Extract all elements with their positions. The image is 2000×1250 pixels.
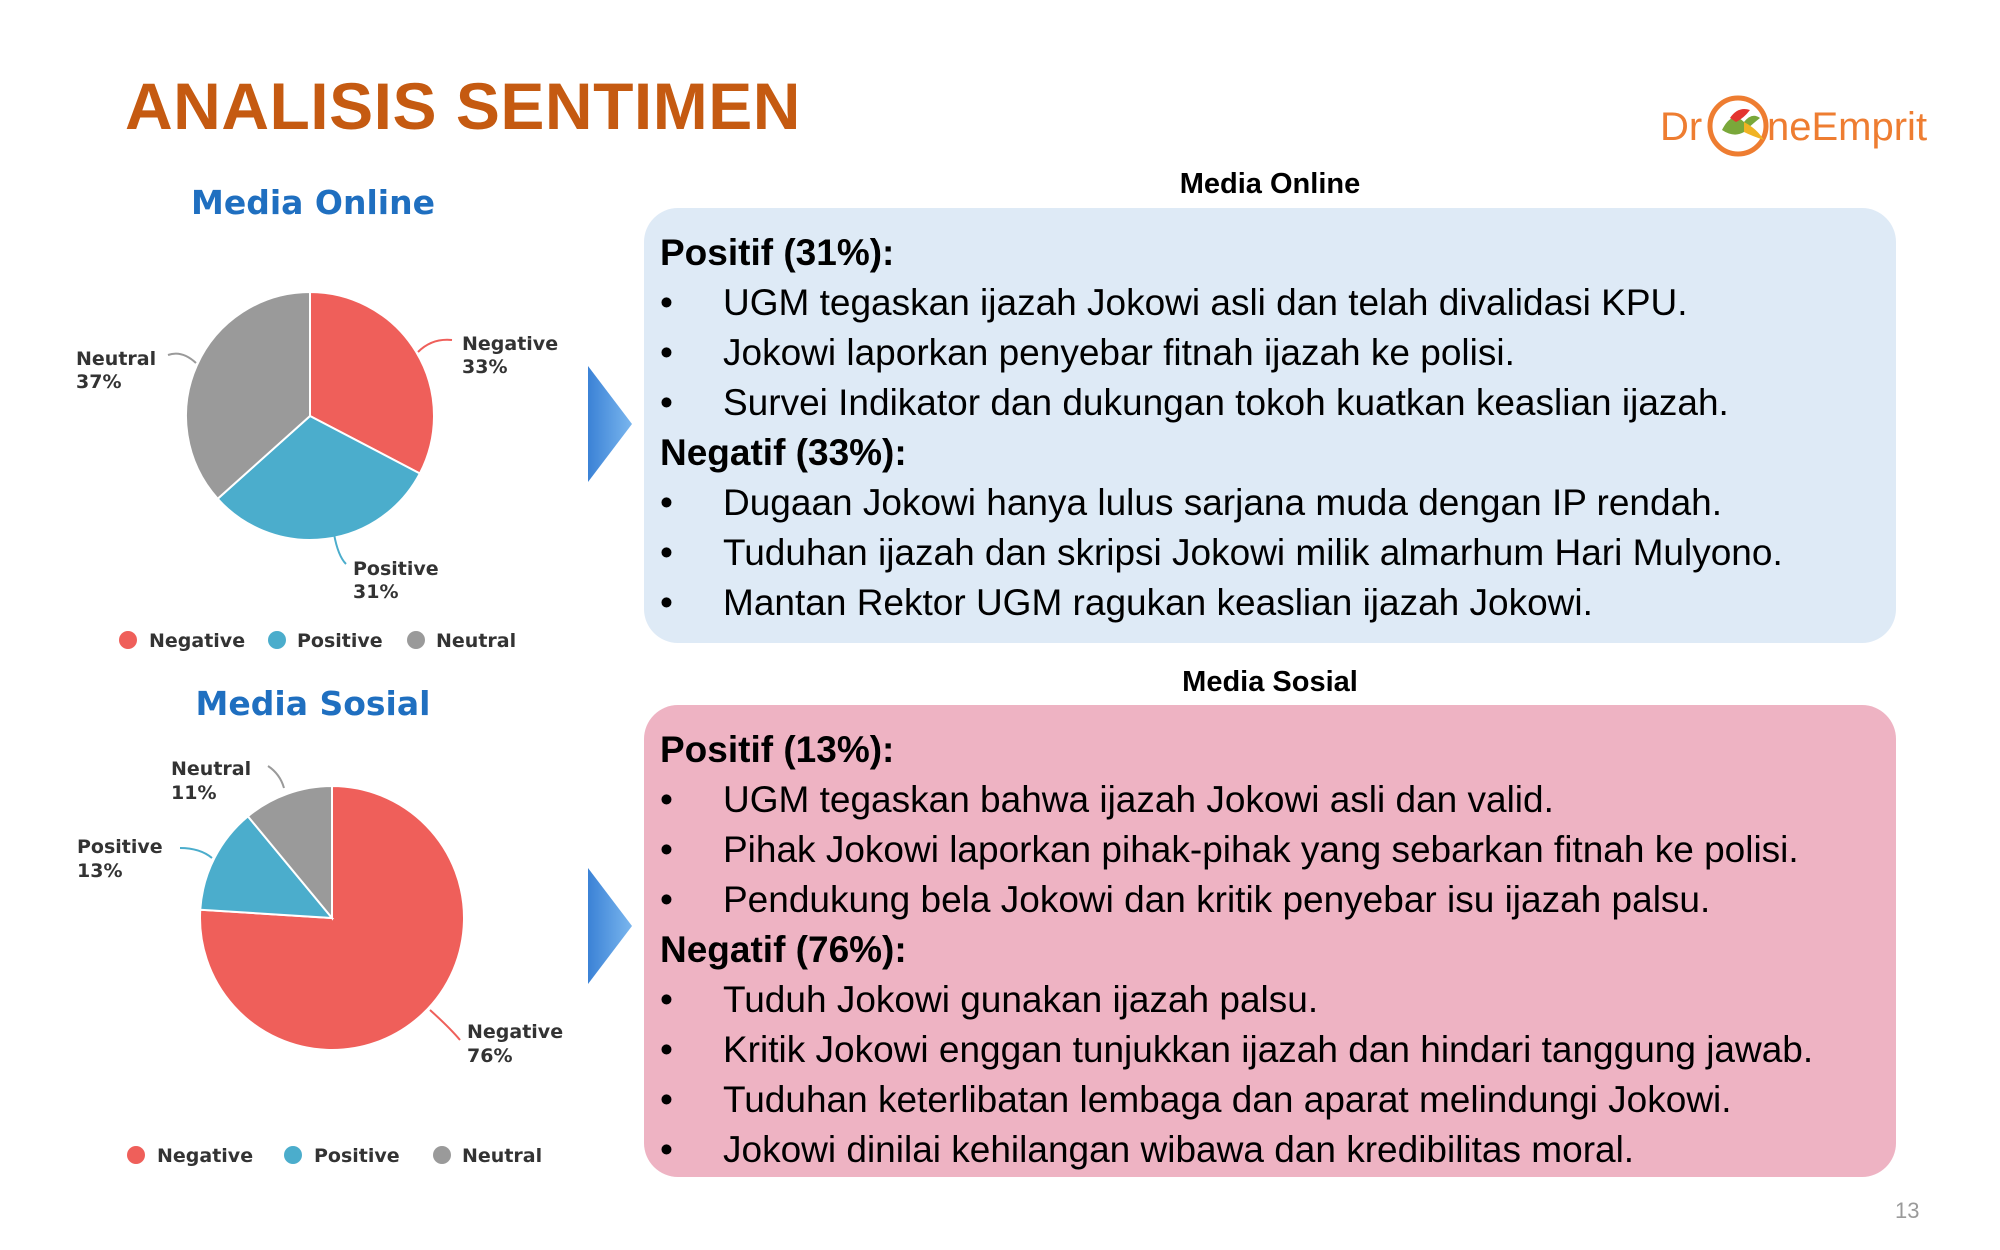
bullet-icon: • (660, 382, 673, 423)
legend-neutral: Neutral (462, 1145, 543, 1167)
bullet-icon: • (660, 482, 673, 523)
label-negative-name: Negative (467, 1021, 564, 1043)
negative-heading: Negatif (76%): (660, 929, 907, 970)
pie-charts (0, 0, 600, 1250)
label-positive-value: 13% (77, 860, 123, 882)
legend-social (127, 1145, 542, 1167)
chart-title-online: Media Online (191, 183, 435, 222)
box-heading-social: Media Sosial (1182, 666, 1358, 698)
list-item (660, 380, 1882, 430)
item-text: Pihak Jokowi laporkan pihak-pihak yang sebarkan fitnah ke polisi. (723, 829, 1799, 870)
legend-dot-neutral (433, 1146, 451, 1164)
sentiment-box-online (644, 208, 1896, 643)
bullet-icon: • (660, 532, 673, 573)
label-neutral-name: Neutral (171, 758, 252, 780)
positive-heading: Positif (31%): (660, 232, 895, 273)
label-negative-value: 76% (467, 1045, 513, 1067)
list-item (660, 280, 1882, 330)
legend-dot-neutral (407, 631, 425, 649)
list-item (660, 480, 1882, 530)
sentiment-box-social (644, 705, 1896, 1177)
legend-positive: Positive (297, 630, 383, 652)
legend-neutral: Neutral (436, 630, 517, 652)
box-heading-online: Media Online (1179, 168, 1361, 200)
page-title: ANALISIS SENTIMEN (125, 69, 801, 143)
list-item (660, 777, 1882, 827)
negative-heading: Negatif (33%): (660, 432, 907, 473)
list-item (660, 330, 1882, 380)
legend-dot-negative (119, 631, 137, 649)
label-negative-value: 33% (462, 356, 508, 378)
bullet-icon: • (660, 879, 673, 920)
item-text: Pendukung bela Jokowi dan kritik penyebar isu ijazah palsu. (723, 879, 1711, 920)
arrow-right-icon (586, 364, 636, 484)
legend-dot-negative (127, 1146, 145, 1164)
label-neutral-value: 37% (76, 371, 122, 393)
list-item (660, 1077, 1882, 1127)
label-positive-name: Positive (353, 558, 439, 580)
legend-negative: Negative (149, 630, 246, 652)
drone-emprit-logo (1660, 88, 1950, 168)
bullet-icon: • (660, 332, 673, 373)
item-text: Survei Indikator dan dukungan tokoh kuatkan keaslian ijazah. (723, 382, 1729, 423)
bullet-icon: • (660, 582, 673, 623)
legend-dot-positive (284, 1146, 302, 1164)
logo-bird-icon (1710, 98, 1766, 154)
list-item (660, 580, 1882, 630)
leader-line-neutral (168, 354, 196, 363)
item-text: Jokowi dinilai kehilangan wibawa dan kredibilitas moral. (723, 1129, 1635, 1170)
pie-chart-online (186, 292, 434, 540)
leader-line-positive (180, 848, 212, 858)
negative-list (660, 977, 1882, 1177)
logo-text-suffix: neEmprit (1767, 105, 1928, 149)
positive-list (660, 777, 1882, 927)
logo-text-prefix: Dr (1660, 105, 1703, 149)
list-item (660, 877, 1882, 927)
item-text: UGM tegaskan bahwa ijazah Jokowi asli dan valid. (723, 779, 1554, 820)
page-number: 13 (1895, 1198, 1920, 1223)
item-text: Kritik Jokowi enggan tunjukkan ijazah dan hindari tanggung jawab. (723, 1029, 1814, 1070)
list-item (660, 827, 1882, 877)
item-text: Tuduh Jokowi gunakan ijazah palsu. (723, 979, 1319, 1020)
legend-dot-positive (268, 631, 286, 649)
list-item (660, 1127, 1882, 1177)
leader-line-negative (430, 1010, 460, 1040)
bullet-icon: • (660, 1079, 673, 1120)
item-text: Jokowi laporkan penyebar fitnah ijazah ke polisi. (723, 332, 1515, 373)
bullet-icon: • (660, 779, 673, 820)
bullet-icon: • (660, 829, 673, 870)
bullet-icon: • (660, 1029, 673, 1070)
item-text: UGM tegaskan ijazah Jokowi asli dan telah divalidasi KPU. (723, 282, 1688, 323)
leader-line-neutral (268, 766, 284, 788)
label-neutral-value: 11% (171, 782, 217, 804)
positive-heading: Positif (13%): (660, 729, 895, 770)
chart-title-social: Media Sosial (195, 684, 431, 723)
legend-negative: Negative (157, 1145, 254, 1167)
leader-line-positive (334, 534, 346, 564)
legend-positive: Positive (314, 1145, 400, 1167)
item-text: Mantan Rektor UGM ragukan keaslian ijazah Jokowi. (723, 582, 1593, 623)
item-text: Tuduhan keterlibatan lembaga dan aparat melindungi Jokowi. (723, 1079, 1732, 1120)
list-item (660, 977, 1882, 1027)
label-neutral-name: Neutral (76, 348, 157, 370)
positive-list (660, 280, 1882, 430)
label-positive-name: Positive (77, 836, 163, 858)
bullet-icon: • (660, 282, 673, 323)
leader-line-negative (418, 340, 452, 352)
pie-chart-social (200, 786, 464, 1050)
list-item (660, 1027, 1882, 1077)
item-text: Dugaan Jokowi hanya lulus sarjana muda dengan IP rendah. (723, 482, 1722, 523)
label-negative-name: Negative (462, 333, 559, 355)
list-item (660, 530, 1882, 580)
arrow-right-icon (586, 866, 636, 986)
item-text: Tuduhan ijazah dan skripsi Jokowi milik almarhum Hari Mulyono. (723, 532, 1783, 573)
label-positive-value: 31% (353, 581, 399, 603)
bullet-icon: • (660, 979, 673, 1020)
bullet-icon: • (660, 1129, 673, 1170)
legend-online (119, 630, 516, 652)
negative-list (660, 480, 1882, 630)
